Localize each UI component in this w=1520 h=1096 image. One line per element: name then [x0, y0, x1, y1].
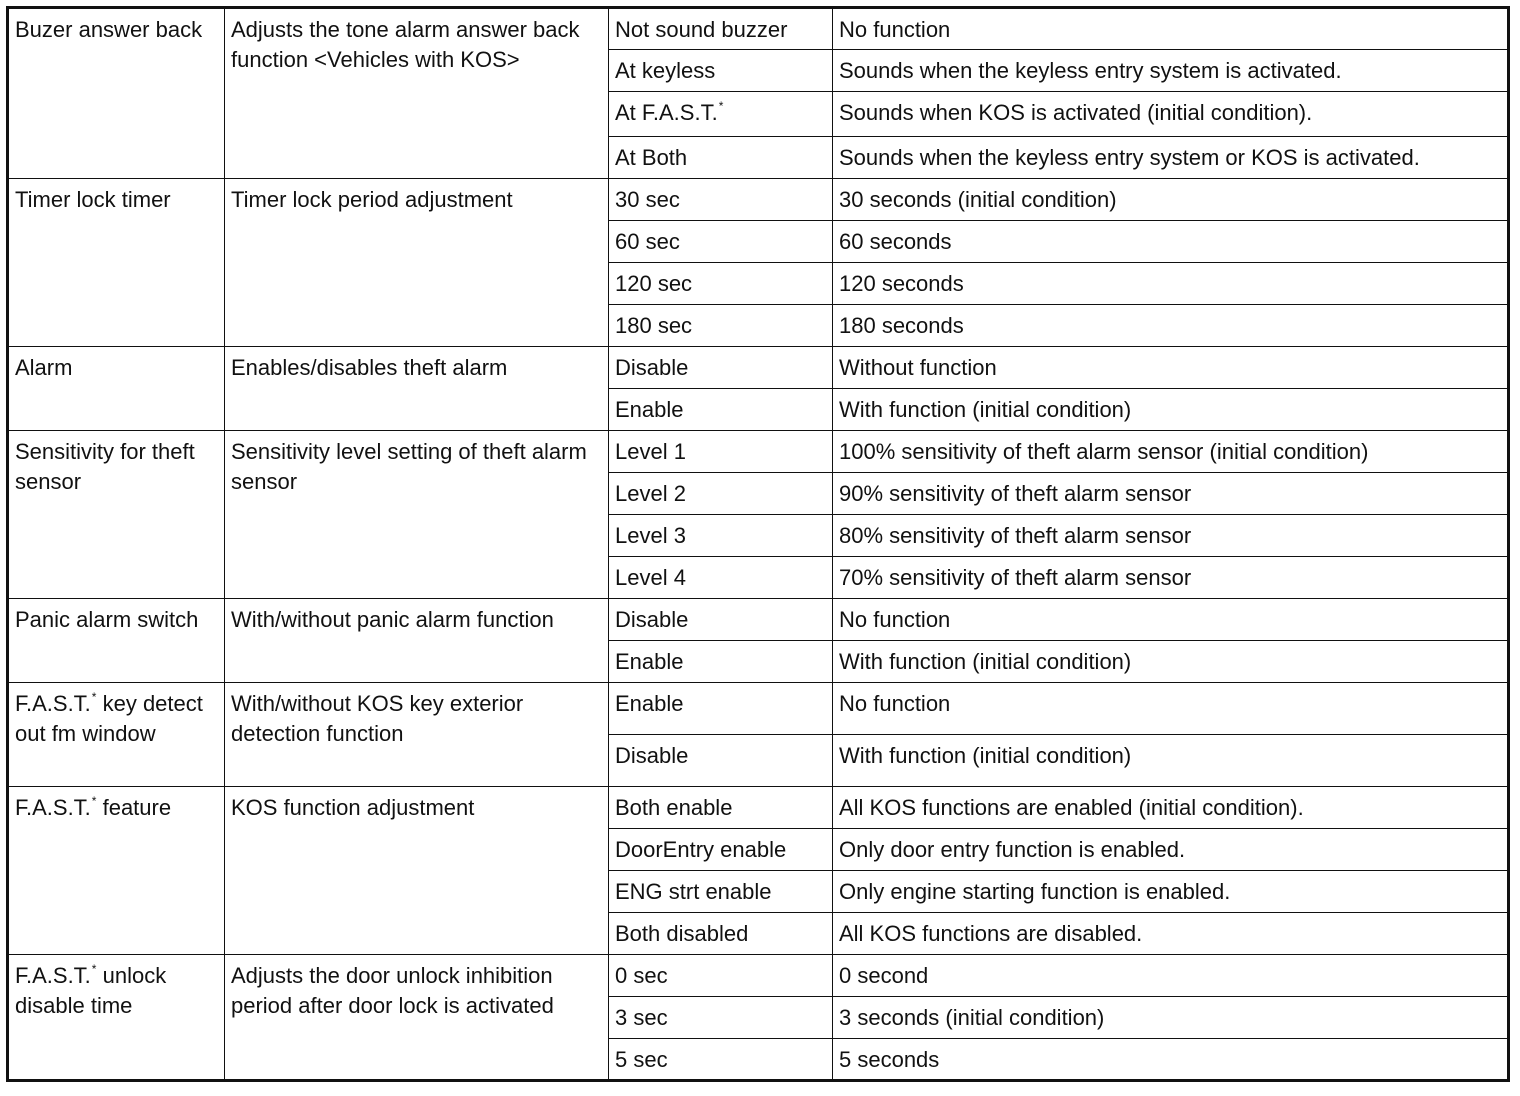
- result-cell: With function (initial condition): [833, 389, 1509, 431]
- result-cell: 100% sensitivity of theft alarm sensor (initial condition): [833, 431, 1509, 473]
- description-cell: With/without panic alarm function: [225, 599, 609, 683]
- result-cell: Only door entry function is enabled.: [833, 829, 1509, 871]
- result-cell: Only engine starting function is enabled.: [833, 871, 1509, 913]
- result-cell: All KOS functions are enabled (initial condition).: [833, 787, 1509, 829]
- footnote-asterisk: *: [91, 690, 97, 704]
- option-cell: 30 sec: [609, 179, 833, 221]
- result-cell: Sounds when KOS is activated (initial condition).: [833, 92, 1509, 137]
- option-cell: At keyless: [609, 50, 833, 92]
- option-cell: Disable: [609, 599, 833, 641]
- option-cell: 5 sec: [609, 1039, 833, 1081]
- description-cell: Adjusts the tone alarm answer back function <Vehicles with KOS>: [225, 8, 609, 179]
- item-prefix: F.A.S.T.: [15, 963, 91, 988]
- result-cell: Sounds when the keyless entry system or KOS is activated.: [833, 137, 1509, 179]
- item-cell: Buzer answer back: [8, 8, 225, 179]
- result-cell: 60 seconds: [833, 221, 1509, 263]
- result-cell: 70% sensitivity of theft alarm sensor: [833, 557, 1509, 599]
- option-cell: Enable: [609, 683, 833, 735]
- result-cell: No function: [833, 599, 1509, 641]
- description-cell: KOS function adjustment: [225, 787, 609, 955]
- option-cell: 60 sec: [609, 221, 833, 263]
- item-suffix: key detect out fm window: [15, 691, 203, 746]
- item-cell: Timer lock timer: [8, 179, 225, 347]
- item-cell: Alarm: [8, 347, 225, 431]
- result-cell: 0 second: [833, 955, 1509, 997]
- result-cell: No function: [833, 8, 1509, 50]
- result-cell: 3 seconds (initial condition): [833, 997, 1509, 1039]
- result-cell: No function: [833, 683, 1509, 735]
- result-cell: All KOS functions are disabled.: [833, 913, 1509, 955]
- item-cell: [8, 955, 225, 1081]
- option-cell: Both enable: [609, 787, 833, 829]
- result-cell: Without function: [833, 347, 1509, 389]
- result-cell: 5 seconds: [833, 1039, 1509, 1081]
- option-cell: Level 4: [609, 557, 833, 599]
- description-cell: Enables/disables theft alarm: [225, 347, 609, 431]
- result-cell: 180 seconds: [833, 305, 1509, 347]
- option-cell: Level 1: [609, 431, 833, 473]
- option-cell: At Both: [609, 137, 833, 179]
- item-suffix: unlock disable time: [15, 963, 167, 1018]
- option-cell: 180 sec: [609, 305, 833, 347]
- description-cell: Adjusts the door unlock inhibition period after door lock is activated: [225, 955, 609, 1081]
- table-row: [8, 179, 1509, 221]
- item-cell: Sensitivity for theft sensor: [8, 431, 225, 599]
- footnote-asterisk: *: [718, 99, 724, 113]
- table-row: [8, 955, 1509, 997]
- table-row: [8, 431, 1509, 473]
- settings-table: [6, 6, 1510, 1082]
- item-prefix: F.A.S.T.: [15, 691, 91, 716]
- option-cell: Level 3: [609, 515, 833, 557]
- table-row: [8, 683, 1509, 735]
- option-cell: Both disabled: [609, 913, 833, 955]
- item-suffix: feature: [102, 795, 172, 820]
- option-cell: 3 sec: [609, 997, 833, 1039]
- option-text: At F.A.S.T.: [615, 100, 718, 125]
- option-cell: 0 sec: [609, 955, 833, 997]
- item-prefix: F.A.S.T.: [15, 795, 91, 820]
- option-cell: Disable: [609, 347, 833, 389]
- option-cell: Enable: [609, 389, 833, 431]
- table-row: [8, 599, 1509, 641]
- table-row: [8, 347, 1509, 389]
- result-cell: 90% sensitivity of theft alarm sensor: [833, 473, 1509, 515]
- result-cell: 30 seconds (initial condition): [833, 179, 1509, 221]
- result-cell: With function (initial condition): [833, 735, 1509, 787]
- description-cell: Timer lock period adjustment: [225, 179, 609, 347]
- result-cell: 80% sensitivity of theft alarm sensor: [833, 515, 1509, 557]
- item-cell: [8, 787, 225, 955]
- result-cell: 120 seconds: [833, 263, 1509, 305]
- description-cell: With/without KOS key exterior detection function: [225, 683, 609, 787]
- option-cell: Disable: [609, 735, 833, 787]
- footnote-asterisk: *: [91, 962, 97, 976]
- item-cell: Panic alarm switch: [8, 599, 225, 683]
- option-cell: DoorEntry enable: [609, 829, 833, 871]
- footnote-asterisk: *: [91, 794, 97, 808]
- result-cell: Sounds when the keyless entry system is activated.: [833, 50, 1509, 92]
- option-cell: ENG strt enable: [609, 871, 833, 913]
- option-cell: Level 2: [609, 473, 833, 515]
- item-cell: [8, 683, 225, 787]
- result-cell: With function (initial condition): [833, 641, 1509, 683]
- description-cell: Sensitivity level setting of theft alarm sensor: [225, 431, 609, 599]
- option-cell: 120 sec: [609, 263, 833, 305]
- table-row: [8, 8, 1509, 50]
- option-cell: [609, 92, 833, 137]
- table-row: [8, 787, 1509, 829]
- option-cell: Enable: [609, 641, 833, 683]
- option-cell: Not sound buzzer: [609, 8, 833, 50]
